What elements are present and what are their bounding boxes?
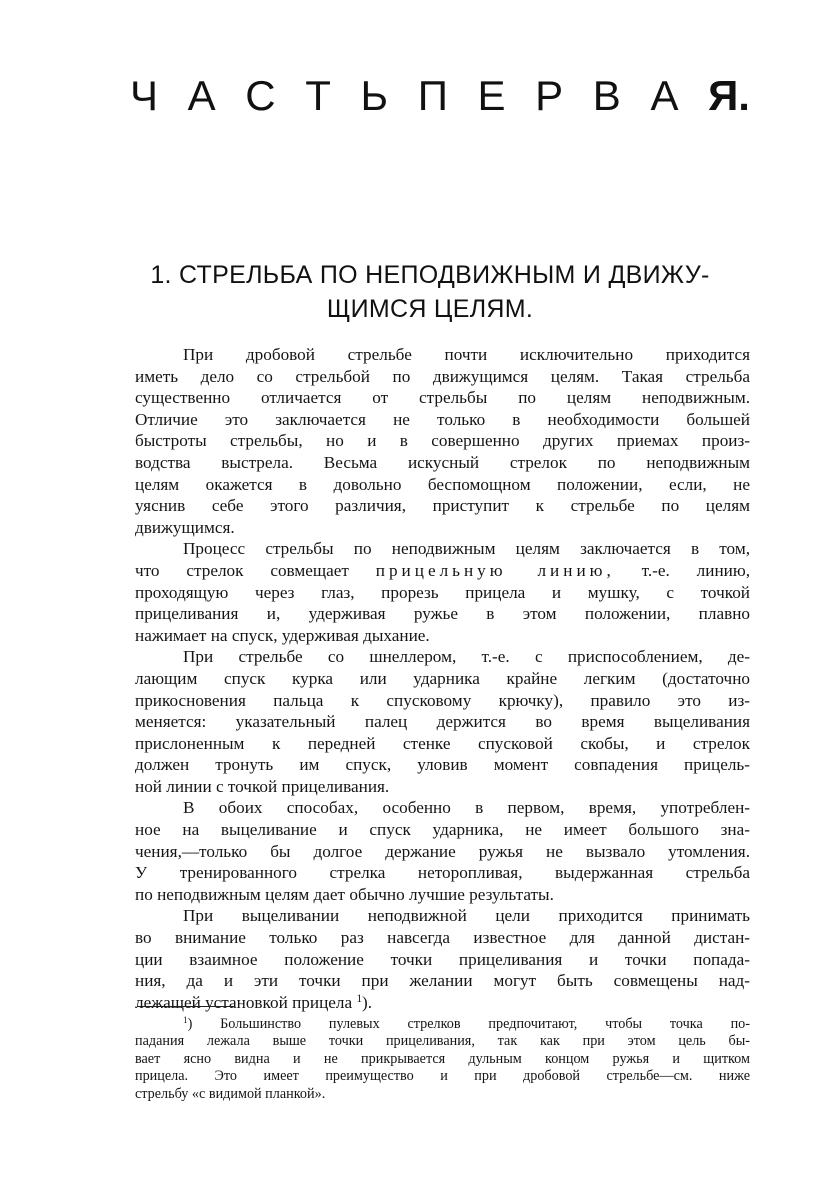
chapter-title-line: ЩИМСЯ ЦЕЛЯМ. (326, 295, 534, 323)
text-fragment: ) Большинство пулевых стрелков предпочитают, чтобы точка по- (187, 1016, 750, 1032)
text-line: прислоненным к передней стенке спусковой скобы, и стрелок (135, 733, 750, 753)
text-line: лающим спуск курка или ударника крайне легким (достаточно (135, 668, 750, 688)
text-line: ции взаимное положение точки прицеливания и точки попада- (135, 949, 750, 969)
part-title-letter: П (417, 72, 448, 119)
text-line: целям окажется в довольно беспомощном положении, если, не (135, 474, 750, 494)
part-title-letter: Ч (130, 72, 158, 119)
footnote-line: стрельбу «с видимой планкой». (135, 1085, 326, 1102)
text-line: У тренированного стрелка неторопливая, выдержанная стрельба (135, 863, 750, 883)
part-title-letter: Р (535, 72, 564, 119)
part-title-letter: Е (477, 72, 506, 119)
text-line: прикосновения пальца к спусковому крючку), правило это из- (135, 690, 750, 710)
footnote-line: падания лежала выше точки прицеливания, так как при этом цель бы- (135, 1033, 750, 1050)
part-title-letter: С (245, 72, 276, 119)
part-title (130, 72, 750, 120)
footnote-line: вает ясно видна и не прикрывается дульным концом ружья и щитком (135, 1050, 750, 1067)
footnote-reference: 1 (356, 992, 363, 1005)
text-line (135, 560, 750, 582)
part-title-letter: Я. (708, 72, 750, 119)
text-line: прицеливания и, удерживая ружье в этом положении, плавно (135, 604, 750, 624)
emphasized-term: прицельную линию, (375, 560, 615, 580)
text-line: существенно отличается от стрельбы по целям неподвижным. (135, 388, 750, 408)
text-line: При стрельбе со шнеллером, т.-е. с приспособлением, де- (183, 647, 750, 667)
text-line: уяснив себе этого различия, приступит к стрельбе по целям (135, 496, 750, 516)
footnote-divider (137, 1006, 235, 1007)
part-title-letter: А (650, 72, 679, 119)
text-line: быстроты стрельбы, но и в совершенно других приемах произ- (135, 431, 750, 451)
text-line: При дробовой стрельбе почти исключительно приходится (183, 345, 750, 364)
text-line: должен тронуть им спуск, уловив момент совпадения прицель- (135, 755, 750, 775)
part-title-letter: Т (305, 72, 331, 119)
text-line: ния, да и эти точки при желании могут быть совмещены над- (135, 971, 750, 991)
text-fragment: лежащей установкой прицела (135, 992, 353, 1012)
text-line: по неподвижным целям дает обычно лучшие результаты. (135, 884, 554, 904)
footnote (135, 1016, 750, 1103)
text-line: чения,—только бы долгое держание ружья не вызвало утомления. (135, 841, 750, 861)
text-line: ной линии с точкой прицеливания. (135, 776, 390, 796)
text-fragment: ). (362, 992, 373, 1012)
part-title-letter: В (592, 72, 621, 119)
footnote-line (135, 1016, 750, 1033)
text-line: В обоих способах, особенно в первом, время, употреблен- (183, 798, 750, 818)
text-fragment: что стрелок совмещает (135, 560, 349, 580)
chapter-title (140, 258, 720, 326)
text-line: проходящую через глаз, прорезь прицела и мушку, с точкой (135, 582, 750, 602)
text-line (135, 992, 750, 1014)
text-line: Процесс стрельбы по неподвижным целям заключается в том, (183, 539, 750, 559)
footnote-marker: 1 (183, 1014, 188, 1025)
text-line: При выцеливании неподвижной цели приходится принимать (183, 906, 750, 926)
footnote-line: прицела. Это имеет преимущество и при дробовой стрельбе—см. ниже (135, 1068, 750, 1085)
part-title-letter: Ь (360, 72, 389, 119)
text-line: ное на выцеливание и спуск ударника, не имеет большого зна- (135, 820, 750, 840)
text-line: во внимание только раз навсегда известное для данной дистан- (135, 928, 750, 948)
text-line: иметь дело со стрельбой по движущимся целям. Такая стрельба (135, 366, 750, 386)
text-line: движущимся. (135, 517, 235, 537)
chapter-title-line: 1. СТРЕЛЬБА ПО НЕПОДВИЖНЫМ И ДВИЖУ- (150, 261, 710, 289)
body-text (135, 344, 750, 1013)
text-line: нажимает на спуск, удерживая дыхание. (135, 625, 430, 645)
text-line: меняется: указательный палец держится во время выцеливания (135, 712, 750, 732)
text-line: водства выстрела. Весьма искусный стрелок по неподвижным (135, 452, 750, 472)
text-line: Отличие это заключается не только в необходимости большей (135, 409, 750, 429)
part-title-letter: А (187, 72, 216, 119)
text-fragment: т.-е. линию, (641, 560, 750, 580)
